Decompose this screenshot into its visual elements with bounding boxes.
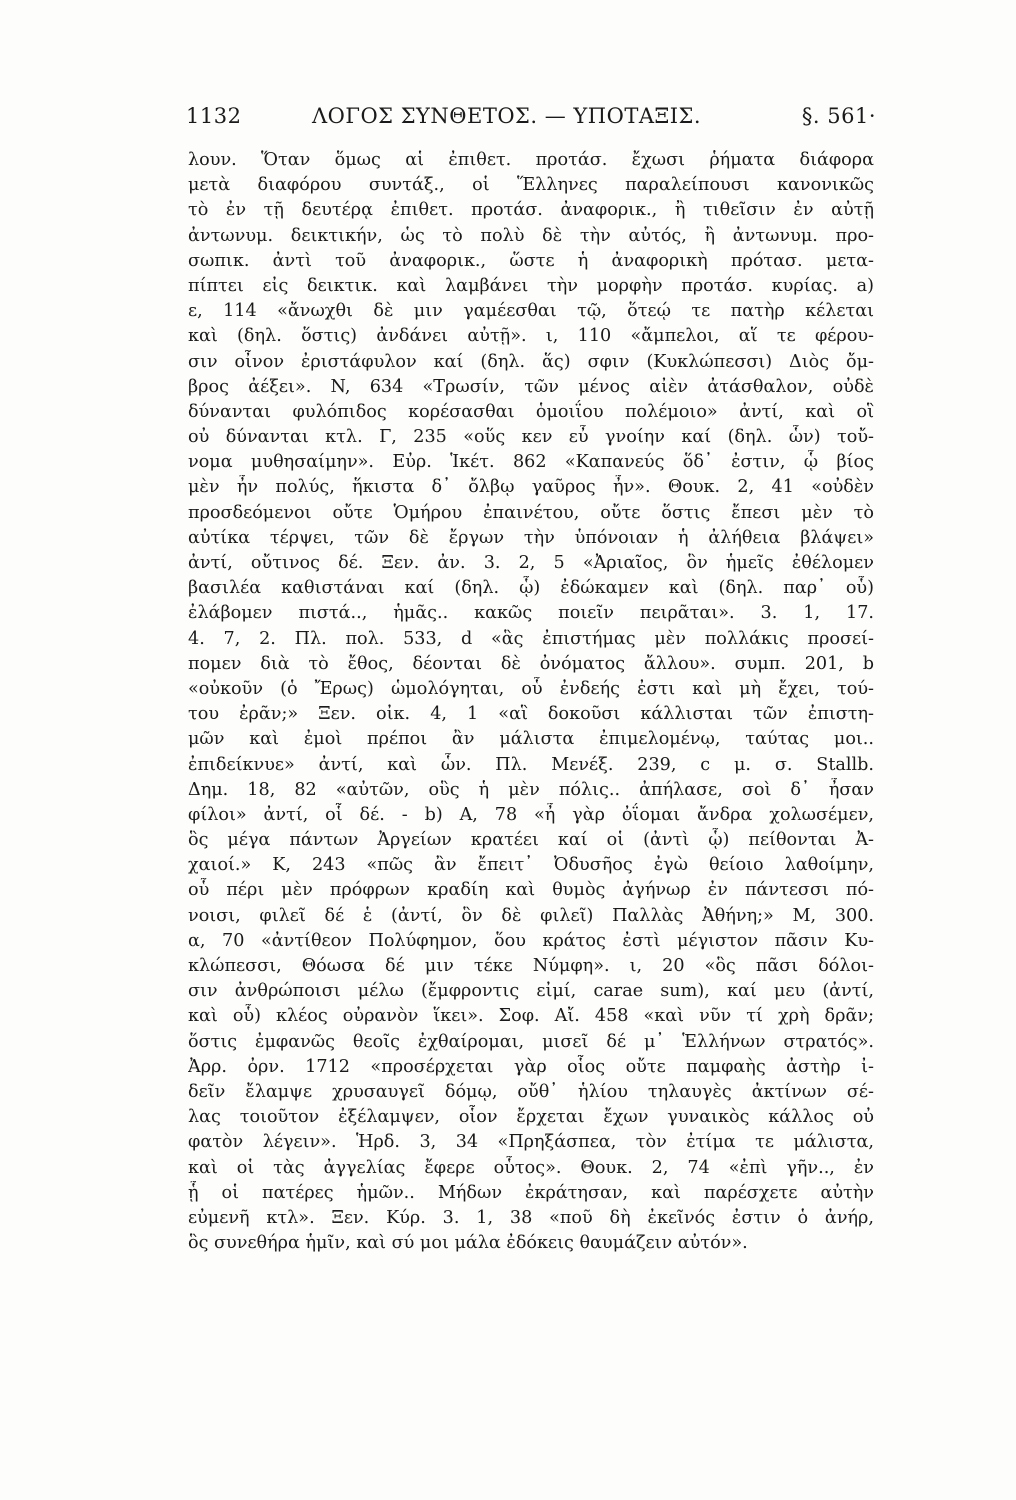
text-line: βασιλέα καθιστάναι καί (δηλ. ᾧ) ἐδώκαμεν καὶ (δηλ. παρ᾽ οὗ) (188, 578, 874, 599)
text-line: μὲν ἦν πολύς, ἥκιστα δ᾽ ὄλβῳ γαῦρος ἦν». Θουκ. 2, 41 «οὐδὲν (188, 477, 874, 498)
text-line: α, 70 «ἀντίθεον Πολύφημον, ὅου κράτος ἐστὶ μέγιστον πᾶσιν Κυ- (188, 930, 874, 951)
text-line: «οὐκοῦν (ὁ Ἔρως) ὡμολόγηται, οὗ ἐνδεής ἐστι καὶ μὴ ἔχει, τού- (188, 678, 874, 699)
text-line: Ἀρρ. ὀρν. 1712 «προσέρχεται γὰρ οἷος οὔτε παμφαὴς ἀστὴρ ἰ- (188, 1056, 874, 1077)
text-line: ε, 114 «ἄνωχθι δὲ μιν γαμέεσθαι τῷ, ὅτεῴ τε πατὴρ κέλεται (188, 301, 874, 322)
text-line: μετὰ διαφόρου συντάξ., οἱ Ἕλληνες παραλείπουσι κανονικῶς (188, 175, 874, 196)
text-line: αὐτίκα τέρψει, τῶν δὲ ἔργων τὴν ὑπόνοιαν ἡ ἀλήθεια βλάψει» (188, 527, 874, 548)
text-line: βρος ἀέξει». N, 634 «Τρωσίν, τῶν μένος αἰὲν ἀτάσθαλον, οὐδὲ (188, 376, 874, 397)
text-line: νομα μυθησαίμην». Εὐρ. Ἱκέτ. 862 «Καπανεύς ὅδ᾽ ἐστιν, ᾧ βίος (188, 452, 874, 473)
running-title: ΛΟΓΟΣ ΣΥΝΘΕΤΟΣ. — ΥΠΟΤΑΞΙΣ. (312, 104, 702, 128)
text-line: του ἐρᾶν;» Ξεν. οἰκ. 4, 1 «αἳ δοκοῦσι κάλλισται τῶν ἐπιστη- (188, 704, 874, 725)
text-line: πομεν διὰ τὸ ἔθος, δέονται δὲ ὀνόματος ἄλλου». συμπ. 201, b (188, 653, 874, 674)
text-line: Δημ. 18, 82 «αὐτῶν, οὓς ἡ μὲν πόλις.. ἀπήλασε, σοὶ δ᾽ ἦσαν (188, 779, 874, 800)
text-line: ἐλάβομεν πιστά.., ἡμᾶς.. κακῶς ποιεῖν πειρᾶται». 3. 1, 17. (188, 603, 874, 624)
page-number: 1132 (186, 104, 242, 128)
text-line: νοισι, φιλεῖ δέ ἑ (ἀντί, ὃν δὲ φιλεῖ) Παλλὰς Ἀθήνη;» M, 300. (188, 905, 874, 926)
text-line: ἀντωνυμ. δεικτικήν, ὡς τὸ πολὺ δὲ τὴν αὐτός, ἢ ἀντωνυμ. προ- (188, 225, 874, 246)
text-line: σωπικ. ἀντὶ τοῦ ἀναφορικ., ὥστε ἡ ἀναφορικὴ πρότασ. μετα- (188, 250, 874, 271)
section-number: §. 561· (801, 104, 876, 128)
text-line: οὗ πέρι μὲν πρόφρων κραδίη καὶ θυμὸς ἀγήνωρ ἐν πάντεσσι πό- (188, 880, 874, 901)
text-line: φατὸν λέγειν». Ἡρδ. 3, 34 «Πρηξάσπεα, τὸν ἐτίμα τε μάλιστα, (188, 1132, 874, 1153)
text-line: σιν οἶνον ἐριστάφυλον καί (δηλ. ἅς) σφιν (Κυκλώπεσσι) Διὸς ὄμ- (188, 351, 874, 372)
text-line: δύνανται φυλόπιδος κορέσασθαι ὁμοιΐου πολέμοιο» ἀντί, καὶ οἳ (188, 401, 874, 422)
text-line: δεῖν ἔλαμψε χρυσαυγεῖ δόμῳ, οὔθ᾽ ἡλίου τηλαυγὲς ἀκτίνων σέ- (188, 1081, 874, 1102)
page-body-text (188, 148, 874, 1448)
text-line: 4. 7, 2. Πλ. πολ. 533, d «ἃς ἐπιστήμας μὲν πολλάκις προσεί- (188, 628, 874, 649)
text-line: καὶ οἱ τὰς ἀγγελίας ἔφερε οὗτος». Θουκ. 2, 74 «ἐπὶ γῆν.., ἐν (188, 1157, 874, 1178)
text-line: μῶν καὶ ἐμοὶ πρέποι ἂν μάλιστα ἐπιμελομένῳ, ταύτας μοι.. (188, 729, 874, 750)
text-line: ὃς συνεθήρα ἡμῖν, καὶ σύ μοι μάλα ἐδόκεις θαυμάζειν αὐτόν». (188, 1233, 748, 1254)
text-line: ὅστις ἐμφανῶς θεοῖς ἐχθαίρομαι, μισεῖ δέ μ᾽ Ἑλλήνων στρατός». (188, 1031, 874, 1052)
text-line: κλώπεσσι, Θόωσα δέ μιν τέκε Νύμφη». ι, 20 «ὃς πᾶσι δόλοι- (188, 956, 874, 976)
text-line: καὶ (δηλ. ὅστις) ἀνδάνει αὐτῇ». ι, 110 «ἄμπελοι, αἵ τε φέρου- (188, 326, 874, 347)
text-line: χαιοί.» K, 243 «πῶς ἂν ἔπειτ᾽ Ὀδυσῆος ἐγὼ θείοιο λαθοίμην, (188, 855, 874, 876)
text-line: σιν ἀνθρώποισι μέλω (ἔμφροντις εἰμί, carae sum), καί μευ (ἀντί, (188, 981, 874, 1002)
text-line: καὶ οὗ) κλέος οὐρανὸν ἵκει». Σοφ. Αἴ. 458 «καὶ νῦν τί χρὴ δρᾶν; (188, 1006, 874, 1027)
text-line: πίπτει εἰς δεικτικ. καὶ λαμβάνει τὴν μορφὴν προτάσ. κυρίας. a) (188, 275, 874, 296)
text-line: εὐμενῆ κτλ». Ξεν. Κύρ. 3. 1, 38 «ποῦ δὴ ἐκεῖνός ἐστιν ὁ ἀνήρ, (188, 1207, 874, 1228)
text-line: ὃς μέγα πάντων Ἀργείων κρατέει καί οἱ (ἀντὶ ᾧ) πείθονται Ἀ- (188, 830, 874, 851)
text-line: φίλοι» ἀντί, οἷ δέ. - b) A, 78 «ἦ γὰρ ὀΐομαι ἄνδρα χολωσέμεν, (188, 804, 874, 825)
text-line: προσδεόμενοι οὔτε Ὁμήρου ἐπαινέτου, οὔτε ὅστις ἔπεσι μὲν τὸ (188, 502, 874, 523)
text-line: ἀντί, οὔτινος δέ. Ξεν. ἀν. 3. 2, 5 «Ἀριαῖος, ὃν ἡμεῖς ἐθέλομεν (188, 553, 874, 573)
text-line: τὸ ἐν τῇ δευτέρᾳ ἐπιθετ. προτάσ. ἀναφορικ., ἢ τιθεῖσιν ἐν αὐτῇ (188, 200, 874, 221)
text-line: λας τοιοῦτον ἐξέλαμψεν, οἷον ἔρχεται ἔχων γυναικὸς κάλλος οὐ (188, 1107, 874, 1128)
text-line: ᾗ οἱ πατέρες ἡμῶν.. Μήδων ἐκράτησαν, καὶ παρέσχετε αὐτὴν (188, 1182, 874, 1203)
running-head (186, 104, 876, 144)
text-line: ἐπιδείκνυε» ἀντί, καὶ ὧν. Πλ. Μενέξ. 239, c μ. σ. Stallb. (188, 754, 874, 775)
text-line: λουν. Ὅταν ὅμως αἱ ἐπιθετ. προτάσ. ἔχωσι ῥήματα διάφορα (188, 150, 874, 170)
text-line: οὐ δύνανται κτλ. Γ, 235 «οὕς κεν εὖ γνοίην καί (δηλ. ὧν) τοὔ- (188, 427, 874, 448)
